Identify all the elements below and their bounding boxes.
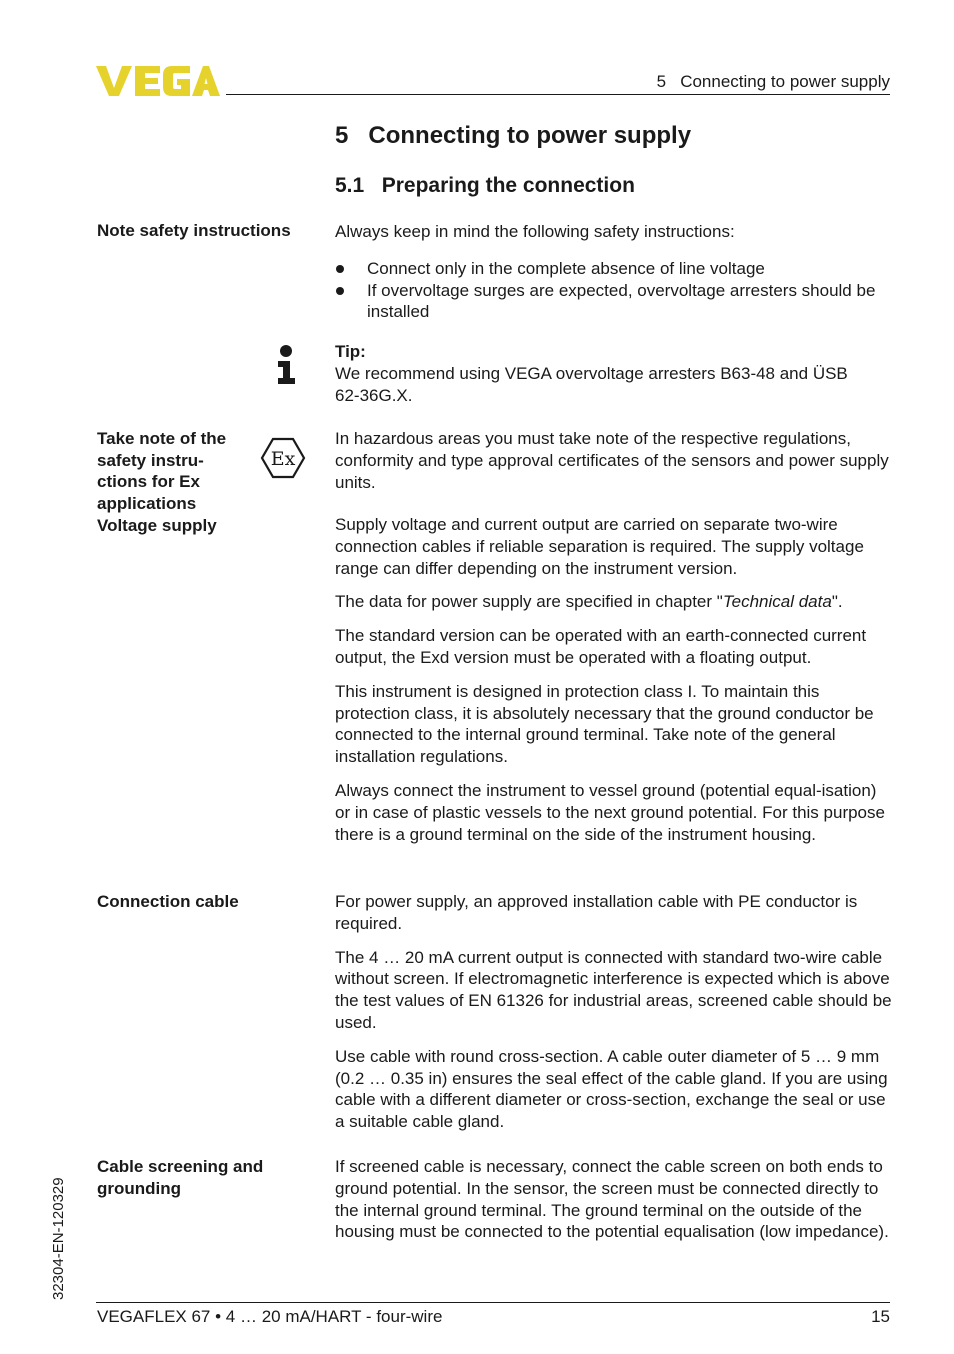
voltage-block xyxy=(335,514,895,845)
side-label-screening: Cable screening and grounding xyxy=(97,1157,264,1198)
page-number: 15 xyxy=(871,1307,890,1326)
info-icon xyxy=(277,345,297,385)
chapter-number: 5 xyxy=(335,122,349,149)
voltage-paragraph: Supply voltage and current output are carried on separate two-wire connection cables if reliable separation is required. The supply voltage range can differ depending on the instrument version. xyxy=(335,515,864,578)
section-title: Preparing the connection xyxy=(381,174,635,197)
side-label-safety: Note safety instructions xyxy=(97,221,291,240)
chapter-title: Connecting to power supply xyxy=(368,122,692,149)
tip-title: Tip: xyxy=(335,342,366,361)
voltage-paragraph xyxy=(335,591,895,613)
list-item: If overvoltage surges are expected, overvoltage arresters should be installed xyxy=(335,280,895,324)
screening-paragraph: If screened cable is necessary, connect the cable screen on both ends to ground potential. In the sensor, the screen must be connected directly to the internal ground terminal. The ground terminal on the outside of the housing must be connected to the potential equalisation (low impedance). xyxy=(335,1157,889,1242)
technical-data-reference: Technical data xyxy=(722,592,832,612)
voltage-text: The data for power supply are specified in chapter " xyxy=(335,592,723,612)
safety-list xyxy=(335,258,895,323)
safety-intro: Always keep in mind the following safety instructions: xyxy=(335,222,735,241)
document-code: 32304-EN-120329 xyxy=(50,1177,67,1300)
vega-logo xyxy=(96,64,220,98)
cable-paragraph: The 4 … 20 mA current output is connected with standard two-wire cable without screen. If electromagnetic interference is expected which is above the test values of EN 61326 for industrial areas, screened cable should be used. xyxy=(335,947,892,1032)
ex-symbol-icon xyxy=(260,437,306,479)
chapter-heading xyxy=(335,122,691,150)
footer-rule xyxy=(96,1302,890,1303)
header-rule xyxy=(226,94,890,95)
cable-paragraph: Use cable with round cross-section. A cable outer diameter of 5 … 9 mm (0.2 … 0.35 in) ensures the seal effect of the cable gland. If you are using cable with a different diameter or cross-section, exchange the seal or use a suitable cable gland. xyxy=(335,1046,888,1132)
voltage-paragraph: The standard version can be operated with an earth-connected current output, the Exd version must be operated with a floating output. xyxy=(335,626,867,667)
voltage-paragraph: Always connect the instrument to vessel ground (potential equal-isation) or in case of plastic vessels to the next ground potential. For this purpose there is a ground terminal on the side of the instrument housing. xyxy=(335,780,885,844)
safety-block xyxy=(335,221,895,323)
svg-text:Ex: Ex xyxy=(270,448,296,470)
ex-text: In hazardous areas you must take note of the respective regulations, conformity and type approval certificates of the sensors and power supply units. xyxy=(335,429,889,492)
list-item: Connect only in the complete absence of line voltage xyxy=(335,258,895,280)
voltage-text: ". xyxy=(831,592,843,612)
voltage-paragraph: This instrument is designed in protection class I. To maintain this protection class, it is absolutely necessary that the ground conductor be connected to the internal ground terminal. Take note of the general installation regulations. xyxy=(335,681,874,767)
section-number: 5.1 xyxy=(335,174,365,197)
side-label-voltage: Voltage supply xyxy=(97,516,217,535)
section-heading xyxy=(335,174,635,198)
cable-paragraph: For power supply, an approved installation cable with PE conductor is required. xyxy=(335,892,858,933)
running-header: 5 Connecting to power supply xyxy=(656,72,890,91)
side-label-cable: Connection cable xyxy=(97,892,239,911)
side-label-ex: Take note of the safety instru-ctions for Ex applications xyxy=(97,429,227,513)
tip-block xyxy=(335,341,895,406)
cable-block xyxy=(335,891,895,1133)
screening-block xyxy=(335,1156,895,1243)
tip-text: We recommend using VEGA overvoltage arresters B63-48 and ÜSB 62-36G.X. xyxy=(335,363,848,405)
ex-block xyxy=(335,428,895,493)
footer-product: VEGAFLEX 67 • 4 … 20 mA/HART - four-wire xyxy=(97,1307,443,1326)
